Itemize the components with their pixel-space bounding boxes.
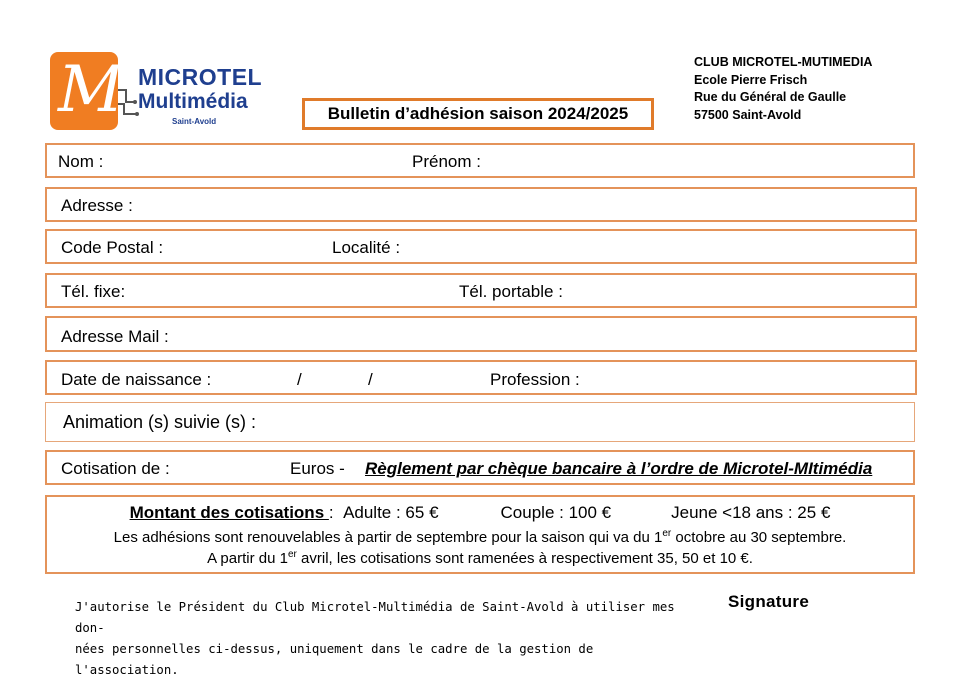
cotisations-box — [45, 495, 915, 574]
label-reglement: Règlement par chèque bancaire à l’ordre de Microtel-MItimédia — [365, 459, 873, 478]
row-telephone[interactable] — [45, 273, 917, 308]
rate-jeune: Jeune <18 ans : 25 € — [671, 503, 831, 522]
row-adresse-mail[interactable] — [45, 316, 917, 352]
club-address-line: CLUB MICROTEL-MUTIMEDIA — [694, 55, 873, 69]
cotisations-reduction-note — [47, 549, 913, 567]
reduction-sup: er — [287, 549, 297, 560]
label-date-naissance: Date de naissance : — [61, 370, 212, 389]
club-address-line: 57500 Saint-Avold — [694, 107, 802, 122]
club-address-line: Ecole Pierre Frisch — [694, 72, 808, 87]
row-naissance-profession[interactable] — [45, 360, 917, 395]
label-animation: Animation (s) suivie (s) : — [63, 412, 257, 432]
row-code-postal-localite[interactable] — [45, 229, 917, 264]
row-nom-prenom[interactable] — [45, 143, 915, 178]
consent-text — [75, 597, 695, 681]
row-animation[interactable] — [45, 402, 915, 442]
consent-line: J'autorise le Président du Club Microtel-Multimédia de Saint-Avold à utiliser mes don- — [75, 600, 675, 635]
label-adresse: Adresse : — [61, 196, 133, 215]
logo-title-microtel: MICROTEL — [138, 64, 263, 90]
label-profession: Profession : — [490, 370, 580, 389]
reduction-text-end: avril, les cotisations sont ramenées à respectivement 35, 50 et 10 €. — [296, 550, 753, 567]
date-separator: / — [368, 370, 373, 389]
rate-adulte: Adulte : 65 € — [343, 503, 439, 522]
club-address — [694, 54, 872, 124]
renewal-text: Les adhésions sont renouvelables à partir de septembre pour la saison qui va du 1 — [113, 529, 663, 546]
form-title: Bulletin d’adhésion saison 2024/2025 — [302, 98, 654, 130]
logo-subtitle-city: Saint-Avold — [172, 117, 217, 126]
logo-title-multimedia: Multimédia — [138, 90, 248, 113]
label-tel-portable: Tél. portable : — [459, 282, 563, 301]
cotisations-rates — [47, 503, 913, 523]
cotisations-colon: : — [328, 503, 334, 522]
signature-label: Signature — [728, 592, 810, 611]
renewal-text-end: octobre au 30 septembre. — [671, 529, 847, 546]
label-adresse-mail: Adresse Mail : — [61, 327, 169, 346]
reduction-text: A partir du 1 — [207, 550, 288, 567]
circuit-icon — [118, 82, 140, 122]
cotisations-renewal-note — [47, 528, 913, 546]
label-prenom: Prénom : — [412, 152, 481, 171]
row-adresse[interactable] — [45, 187, 917, 222]
label-euros: Euros - — [290, 459, 345, 478]
label-cotisation: Cotisation de : — [61, 459, 170, 478]
label-code-postal: Code Postal : — [61, 238, 164, 257]
cotisations-heading: Montant des cotisations — [129, 503, 329, 522]
consent-line: nées personnelles ci-dessus, uniquement dans le cadre de la gestion de l'association. — [75, 642, 594, 677]
label-nom: Nom : — [58, 152, 104, 171]
label-tel-fixe: Tél. fixe: — [61, 282, 126, 301]
date-separator: / — [297, 370, 302, 389]
row-cotisation[interactable] — [45, 450, 915, 485]
label-localite: Localité : — [332, 238, 401, 257]
logo-m-glyph: M — [58, 53, 124, 127]
rate-couple: Couple : 100 € — [500, 503, 612, 522]
club-address-line: Rue du Général de Gaulle — [694, 90, 847, 104]
renewal-sup: er — [662, 528, 672, 539]
